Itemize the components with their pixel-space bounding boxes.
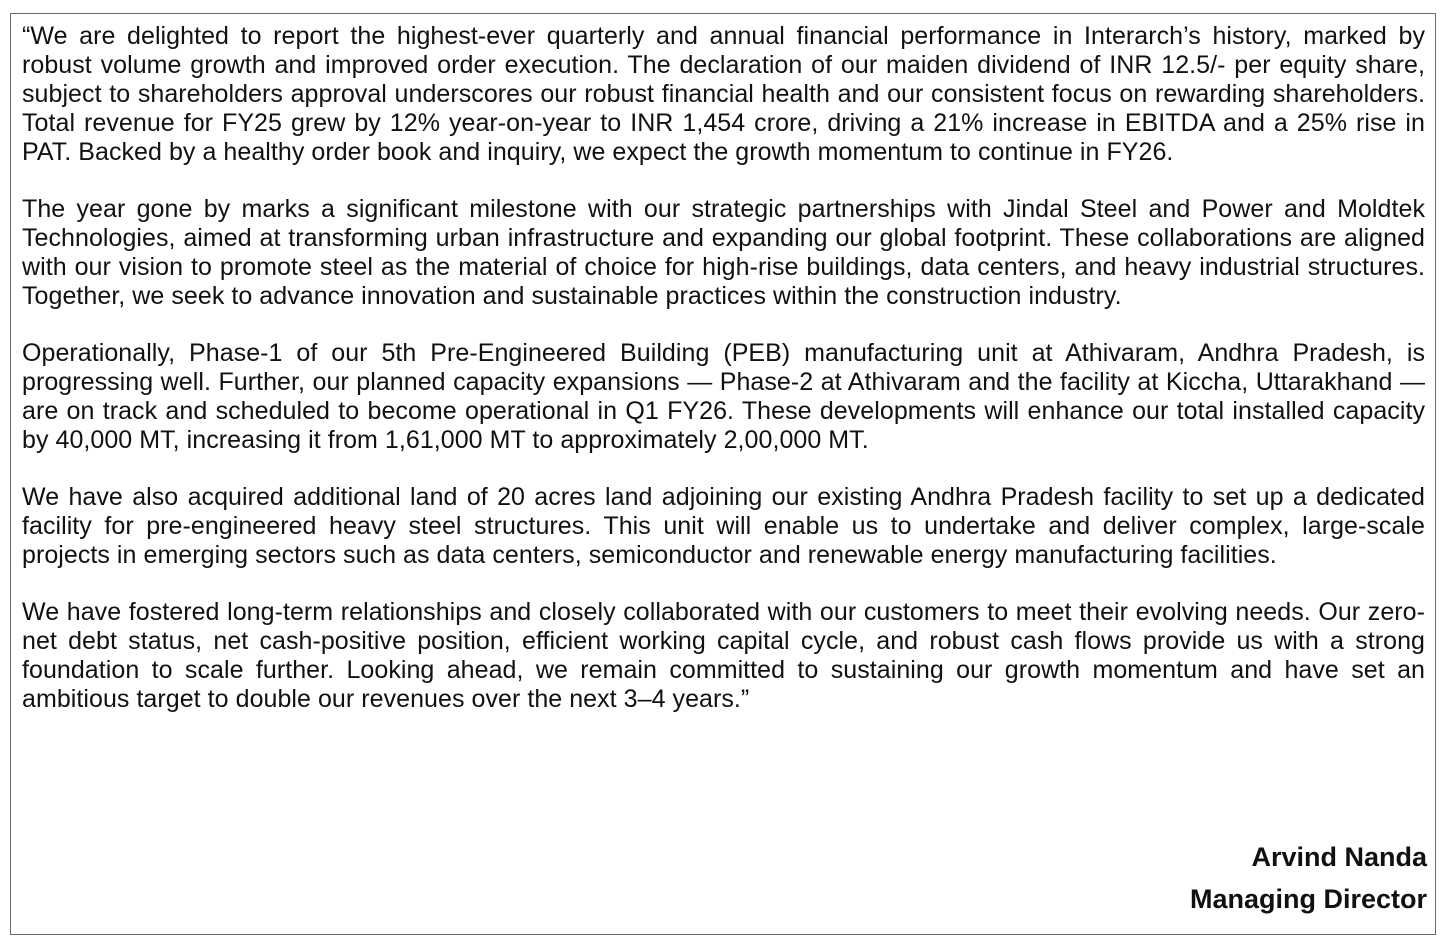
- quote-paragraph-2: The year gone by marks a significant milestone with our strategic partnerships with Jindal Steel and Power and Moldtek Technologies, aimed at transforming urban infrastructure and expanding our global footprint. These collaborations are aligned with our vision to promote steel as the material of choice for high-rise buildings, data centers, and heavy industrial structures. Together, we seek to advance innovation and sustainable practices within the construction industry.: [22, 195, 1425, 310]
- signatory-name: Arvind Nanda: [1251, 842, 1427, 872]
- quote-box: [10, 13, 1436, 935]
- signature-block: [1190, 836, 1427, 920]
- signatory-title: Managing Director: [1189, 884, 1427, 914]
- quote-paragraph-5: We have fostered long-term relationships and closely collaborated with our customers to meet their evolving needs. Our zero-net debt status, net cash-positive position, efficient working capital cycle, and robust cash flows provide us with a strong foundation to scale further. Looking ahead, we remain committed to sustaining our growth momentum and have set an ambitious target to double our revenues over the next 3–4 years.”: [22, 598, 1425, 713]
- quote-paragraph-4: We have also acquired additional land of 20 acres land adjoining our existing Andhra Pradesh facility to set up a dedicated facility for pre-engineered heavy steel structures. This unit will enable us to undertake and deliver complex, large-scale projects in emerging sectors such as data centers, semiconductor and renewable energy manufacturing facilities.: [22, 483, 1425, 569]
- quote-paragraph-3: Operationally, Phase-1 of our 5th Pre-Engineered Building (PEB) manufacturing unit at Athivaram, Andhra Pradesh, is progressing well. Further, our planned capacity expansions — Phase-2 at Athivaram and the facility at Kiccha, Uttarakhand — are on track and scheduled to become operational in Q1 FY26. These developments will enhance our total installed capacity by 40,000 MT, increasing it from 1,61,000 MT to approximately 2,00,000 MT.: [22, 339, 1425, 454]
- quote-paragraph-1: “We are delighted to report the highest-ever quarterly and annual financial performance in Interarch’s history, marked by robust volume growth and improved order execution. The declaration of our maiden dividend of INR 12.5/- per equity share, subject to shareholders approval underscores our robust financial health and our consistent focus on rewarding shareholders. Total revenue for FY25 grew by 12% year-on-year to INR 1,454 crore, driving a 21% increase in EBITDA and a 25% rise in PAT. Backed by a healthy order book and inquiry, we expect the growth momentum to continue in FY26.: [22, 22, 1425, 166]
